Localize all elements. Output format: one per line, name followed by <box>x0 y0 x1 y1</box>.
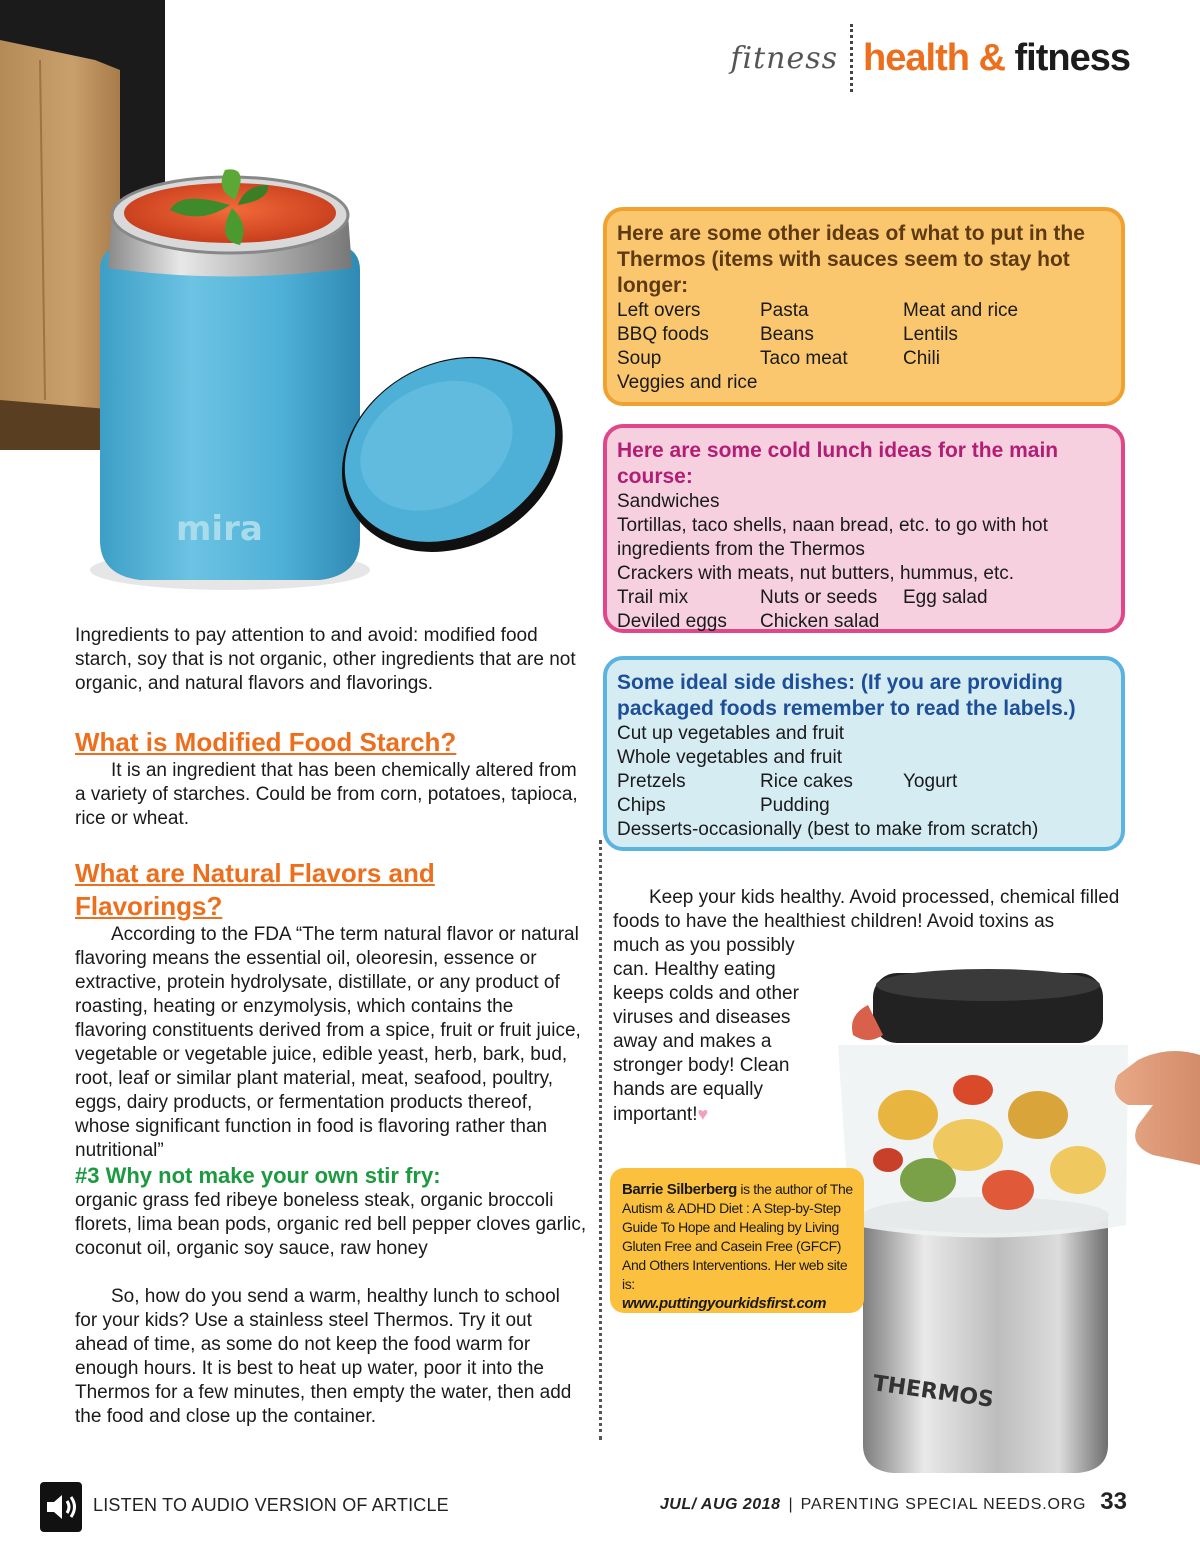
list-row <box>617 299 1111 323</box>
list-item: Chips <box>617 795 666 816</box>
paragraph-stir-fry: organic grass fed ribeye boneless steak, organic broccoli florets, lima bean pods, organic red bell pepper cloves garlic, coconut oil, organic soy sauce, raw honey <box>75 1190 587 1259</box>
issue-date: JUL/ AUG 2018 <box>659 1496 781 1513</box>
healthy-kids-paragraph-wrap <box>613 934 813 1127</box>
healthy-kids-paragraph-rest: much as you possibly can. Healthy eating keeps colds and other viruses and diseases away and makes a stronger body! Clean hands are equally important! <box>613 935 799 1125</box>
author-description: is the author of The Autism & ADHD Diet : A Step-by-Step Guide To Hope and Healing by Living Gluten Free and Casein Free (GFCF) And Others Interventions. Her web site is: <box>622 1181 853 1292</box>
thermos-brand-label: THERMOS <box>871 1371 996 1413</box>
list-item: Pasta <box>760 300 809 321</box>
intro-paragraph: Ingredients to pay attention to and avoid: modified food starch, soy that is not organic, other ingredients that are not organic, and natural flavors and flavorings. <box>75 625 576 694</box>
heading-modified-food-starch: What is Modified Food Starch? <box>75 727 457 757</box>
section-script-label: fitness <box>730 40 839 76</box>
heading-stir-fry: #3 Why not make your own stir fry: <box>75 1163 441 1188</box>
list-item: Chicken salad <box>760 611 880 632</box>
column-divider <box>599 840 602 1440</box>
list-item: Whole vegetables and fruit <box>617 747 842 768</box>
list-item: Lentils <box>903 324 958 345</box>
page-footer <box>660 1488 1127 1516</box>
list-item: Deviled eggs <box>617 611 727 632</box>
list-item: Beans <box>760 324 814 345</box>
food-jar-illustration <box>0 0 590 615</box>
list-row <box>617 794 1111 818</box>
speaker-icon-glyph <box>40 1482 82 1532</box>
list-row <box>617 323 1111 347</box>
paragraph-modified-food-starch: It is an ingredient that has been chemically altered from a variety of starches. Could be from corn, potatoes, tapioca, rice or wheat. <box>75 760 578 829</box>
list-item: BBQ foods <box>617 324 709 345</box>
list-item: Yogurt <box>903 771 958 792</box>
section-header <box>730 22 1130 94</box>
box-cold-lunch <box>603 424 1125 633</box>
box-cold-lunch-title: Here are some cold lunch ideas for the main course: <box>617 439 1059 488</box>
hand <box>1115 1051 1200 1165</box>
list-item: Desserts-occasionally (best to make from scratch) <box>617 819 1039 840</box>
footer-site: PARENTING SPECIAL NEEDS.ORG <box>800 1496 1087 1513</box>
speaker-icon[interactable] <box>40 1482 82 1532</box>
section-title-highlight: health & <box>863 36 1005 79</box>
author-bio <box>610 1168 864 1313</box>
list-item: Pudding <box>760 795 830 816</box>
list-item: Soup <box>617 348 662 369</box>
thermos-illustration <box>808 965 1200 1485</box>
box-side-dishes <box>603 656 1125 851</box>
footer-separator: | <box>788 1496 793 1513</box>
list-row <box>617 347 1111 371</box>
audio-link[interactable]: LISTEN TO AUDIO VERSION OF ARTICLE <box>93 1495 449 1515</box>
author-website-link[interactable]: www.puttingyourkidsfirst.com <box>622 1295 827 1312</box>
jar-brand-label: mira <box>176 509 263 549</box>
header-divider <box>850 24 853 92</box>
list-row <box>617 770 1111 794</box>
list-item: Nuts or seeds <box>760 587 878 608</box>
list-item: Left overs <box>617 300 701 321</box>
section-title-dark: fitness <box>1004 36 1130 79</box>
list-row <box>617 610 1111 634</box>
author-name: Barrie Silberberg <box>622 1181 737 1198</box>
page-number: 33 <box>1100 1488 1127 1515</box>
box-thermos-ideas <box>603 207 1125 406</box>
list-row <box>617 586 1111 610</box>
healthy-kids-paragraph-start: Keep your kids healthy. Avoid processed, chemical filled foods to have the healthiest children! Avoid toxins as <box>613 887 1120 932</box>
list-item: Tortillas, taco shells, naan bread, etc. to go with hot ingredients from the Thermos <box>617 515 1048 560</box>
list-item: Cut up vegetables and fruit <box>617 723 845 744</box>
list-item: Veggies and rice <box>617 372 758 393</box>
paragraph-natural-flavors: According to the FDA “The term natural flavor or natural flavoring means the essential oil, oleoresin, essence or extractive, protein hydrolysate, distillate, or any product of roasting, heating or enzymolysis, which contains the flavoring constituents derived from a spice, fruit or fruit juice, vegetable or vegetable juice, edible yeast, herb, bark, bud, root, leaf or similar plant material, meat, seafood, poultry, eggs, dairy products, or fermentation products thereof, whose significant function in food is flavoring rather than nutritional” <box>75 924 581 1161</box>
box-thermos-ideas-title: Here are some other ideas of what to put in the Thermos (items with sauces seem to stay hot longer: <box>617 222 1085 297</box>
section-title <box>863 37 1130 80</box>
heading-natural-flavors: What are Natural Flavors and Flavorings? <box>75 858 435 921</box>
heart-icon: ♥ <box>697 1104 709 1124</box>
list-item: Meat and rice <box>903 300 1019 321</box>
list-item: Crackers with meats, nut butters, hummus, etc. <box>617 563 1015 584</box>
list-item: Taco meat <box>760 348 848 369</box>
list-item: Sandwiches <box>617 491 720 512</box>
list-item: Rice cakes <box>760 771 853 792</box>
list-row <box>617 371 1111 395</box>
paragraph-warm-lunch: So, how do you send a warm, healthy lunch to school for your kids? Use a stainless steel Thermos. Try it out ahead of time, as some do not keep the food warm for enough hours. It is best to heat up water, poor it into the Thermos for a few minutes, then empty the water, then add the food and close up the container. <box>75 1286 572 1427</box>
photo-thermos <box>808 965 1200 1485</box>
list-item: Chili <box>903 348 940 369</box>
list-item: Pretzels <box>617 771 686 792</box>
list-item: Trail mix <box>617 587 689 608</box>
left-column <box>75 624 587 1429</box>
photo-food-jar <box>0 0 590 615</box>
box-side-dishes-title: Some ideal side dishes: (If you are providing packaged foods remember to read the labels.) <box>617 671 1076 720</box>
list-item: Egg salad <box>903 587 988 608</box>
thermos-body <box>863 1215 1108 1473</box>
